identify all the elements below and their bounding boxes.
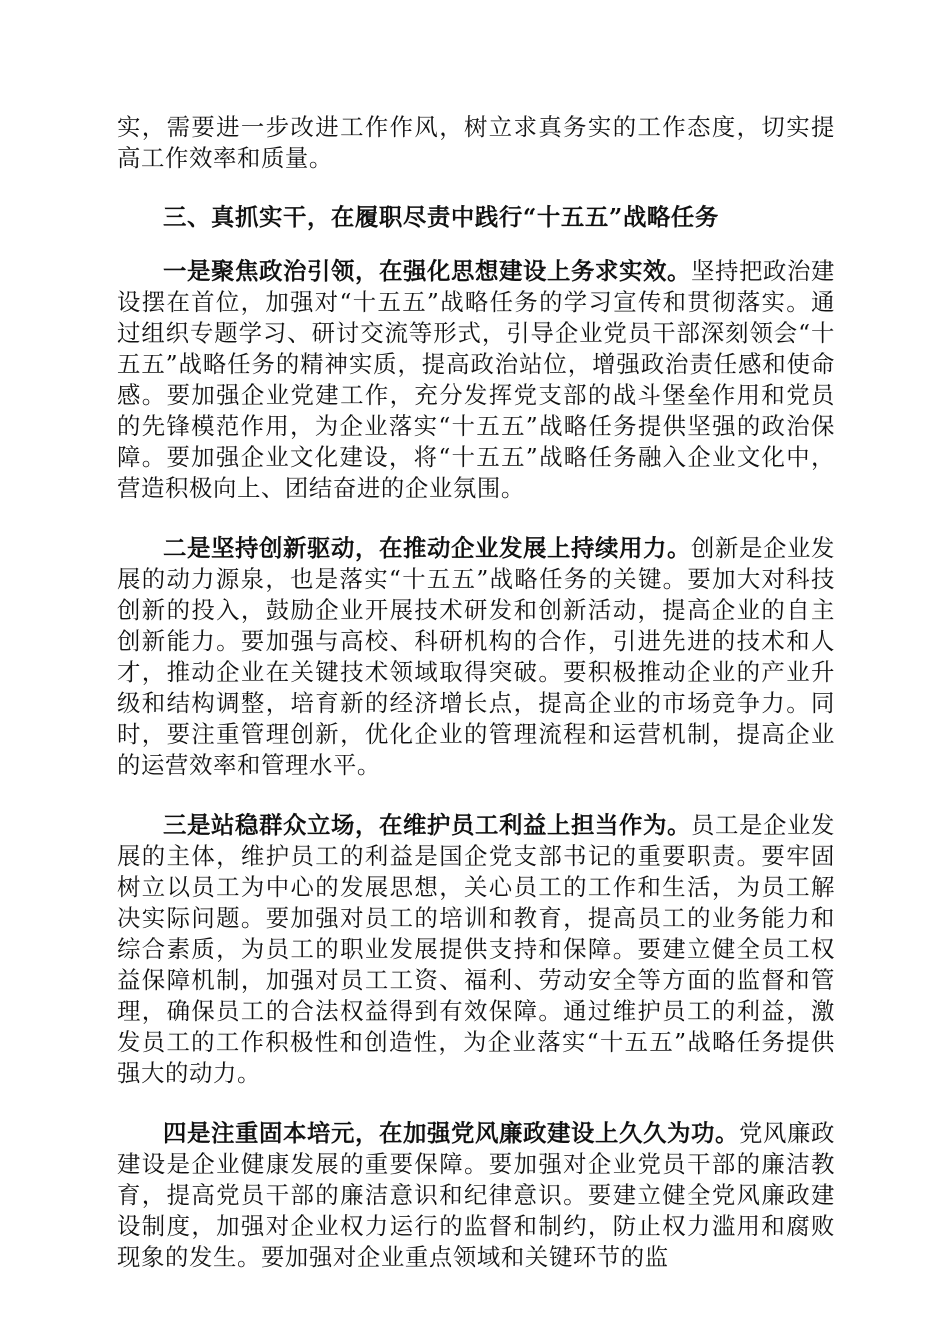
paragraph-3-body: 员工是企业发展的主体，维护员工的利益是国企党支部书记的重要职责。要牢固树立以员工为中心的发展思想，关心员工的工作和生活，为员工解决实际问题。要加强对员工的培训和教育，提高员工的业务能力和综合素质，为员工的职业发展提供支持和保障。要建立健全员工权益保障机制，加强对员工工资、福利、劳动安全等方面的监督和管理，确保员工的合法权益得到有效保障。通过维护员工的利益，激发员工的工作积极性和创造性，为企业落实“十五五”战略任务提供强大的动力。 [117, 811, 835, 1087]
paragraph-2-lead: 二是坚持创新驱动，在推动企业发展上持续用力。 [163, 534, 691, 562]
paragraph-3-lead: 三是站稳群众立场，在维护员工利益上担当作为。 [163, 811, 691, 839]
section-heading: 三、真抓实干，在履职尽责中践行“十五五”战略任务 [163, 203, 719, 231]
paragraph-1-body: 坚持把政治建设摆在首位，加强对“十五五”战略任务的学习宣传和贯彻落实。通过组织专题学习、研讨交流等形式，引导企业党员干部深刻领会“十五五”战略任务的精神实质，提高政治站位，增强政治责任感和使命感。要加强企业党建工作，充分发挥党支部的战斗堡垒作用和党员的先锋模范作用，为企业落实“十五五”战略任务提供坚强的政治保障。要加强企业文化建设，将“十五五”战略任务融入企业文化中，营造积极向上、团结奋进的企业氛围。 [117, 257, 835, 502]
paragraph-1-lead: 一是聚焦政治引领，在强化思想建设上务求实效。 [163, 257, 691, 285]
continuation-paragraph: 实，需要进一步改进工作作风，树立求真务实的工作态度，切实提高工作效率和质量。 [117, 113, 835, 172]
paragraph-4-lead: 四是注重固本培元，在加强党风廉政建设上久久为功。 [163, 1119, 739, 1147]
paragraph-4 [117, 1118, 835, 1273]
paragraph-3 [117, 810, 835, 1089]
paragraph-1 [117, 256, 835, 504]
document-page [117, 112, 835, 1273]
paragraph-4-body: 党风廉政建设是企业健康发展的重要保障。要加强对企业党员干部的廉洁教育，提高党员干部的廉洁意识和纪律意识。要建立健全党风廉政建设制度，加强对企业权力运行的监督和制约，防止权力滥用和腐败现象的发生。要加强对企业重点领域和关键环节的监 [117, 1119, 835, 1271]
paragraph-2 [117, 533, 835, 781]
paragraph-2-body: 创新是企业发展的动力源泉，也是落实“十五五”战略任务的关键。要加大对科技创新的投入，鼓励企业开展技术研发和创新活动，提高企业的自主创新能力。要加强与高校、科研机构的合作，引进先进的技术和人才，推动企业在关键技术领域取得突破。要积极推动企业的产业升级和结构调整，培育新的经济增长点，提高企业的市场竞争力。同时，要注重管理创新，优化企业的管理流程和运营机制，提高企业的运营效率和管理水平。 [117, 534, 835, 779]
